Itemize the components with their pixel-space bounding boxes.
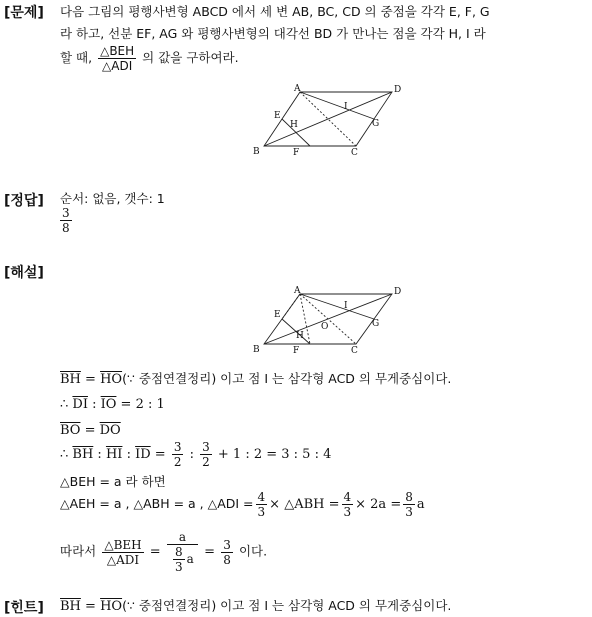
fig1-label-i: I	[344, 102, 348, 112]
eq-sign: =	[204, 544, 216, 560]
fig2-label-c: C	[351, 346, 358, 356]
frac-den: △ADI	[106, 552, 140, 567]
explanation-line-7-pre: 따라서	[60, 543, 97, 559]
explanation-line-7-post: 이다.	[238, 543, 268, 559]
explanation-line-7	[60, 530, 267, 574]
figure-1-parallelogram	[248, 82, 408, 158]
eq-sign: =	[80, 599, 101, 614]
fraction-8-3	[403, 490, 415, 519]
fig2-label-o: O	[321, 322, 329, 332]
explanation-line-5: △BEH = a 라 하면	[60, 474, 166, 489]
eq-sign: =	[80, 372, 101, 387]
segment-bh: $\overline{BH}$	[60, 372, 81, 387]
fraction-beh-adi	[102, 538, 143, 567]
problem-line-3-post: 의 값을 구하여라.	[142, 50, 239, 65]
segment-bo: $\overline{BO}$	[60, 423, 81, 438]
nested-a: a	[186, 552, 194, 566]
figure-2-parallelogram	[248, 284, 408, 356]
problem-line-3	[60, 44, 239, 73]
therefore-sign: ∴	[60, 397, 73, 412]
segment-di: $\overline{DI}$	[72, 397, 88, 412]
nested-fraction-8-3	[173, 545, 185, 574]
ratio-colon: :	[185, 447, 199, 462]
fig1-label-g: G	[372, 119, 380, 129]
fraction-3-2	[172, 440, 184, 469]
frac-num: △BEH	[104, 537, 142, 552]
frac-num: 3	[173, 440, 182, 454]
explanation-line-4-rest: + 1 : 2 = 3 : 5 : 4	[213, 447, 332, 462]
therefore-sign: ∴	[60, 447, 73, 462]
answer-fraction	[60, 206, 72, 235]
problem-label: [문제]	[4, 5, 44, 21]
segment-ho: $\overline{HO}$	[100, 372, 123, 387]
explanation-label: [해설]	[4, 265, 44, 281]
fraction-a-over-8-3a	[167, 530, 198, 574]
explanation-line-1-rest: (∵ 중점연결정리) 이고 점 I 는 삼각형 ACD 의 무게중심이다.	[122, 371, 452, 386]
answer-label: [정답]	[4, 193, 44, 209]
problem-fraction	[98, 44, 136, 73]
answer-fraction-den: 8	[62, 221, 70, 235]
segment-ho: $\overline{HO}$	[100, 599, 123, 614]
hint-label: [힌트]	[4, 600, 44, 616]
fig2-label-b: B	[253, 345, 260, 355]
fig2-label-d: D	[394, 287, 402, 297]
figure-2-diagonal-ac	[300, 294, 356, 344]
frac-num: 3	[223, 537, 231, 552]
segment-io: $\overline{IO}$	[100, 397, 117, 412]
explanation-line-6-a: △AEH = a , △ABH = a , △ADI =	[60, 496, 254, 511]
problem-fraction-den: △ADI	[102, 59, 133, 73]
frac-den: 3	[257, 505, 266, 519]
segment-id: $\overline{ID}$	[135, 447, 151, 462]
fig2-label-h: H	[296, 331, 304, 341]
fig1-label-c: C	[351, 148, 358, 158]
explanation-line-6-b: × △ABH =	[269, 497, 340, 512]
frac-num: 3	[202, 440, 210, 454]
fig1-label-b: B	[253, 147, 260, 157]
fig1-label-d: D	[394, 85, 402, 95]
eq-sign: =	[80, 423, 100, 438]
explanation-line-3	[60, 422, 121, 440]
explanation-line-6	[60, 490, 425, 519]
problem-line-3-pre: 할 때,	[60, 50, 93, 65]
fig2-label-a: A	[294, 286, 301, 296]
ratio-colon: :	[122, 447, 136, 462]
eq-sign: =	[149, 544, 161, 560]
frac-den: 3	[343, 505, 352, 519]
fig1-label-h: H	[290, 120, 298, 130]
fig2-label-e: E	[274, 310, 281, 320]
answer-line-1: 순서: 없음, 갯수: 1	[60, 191, 165, 206]
frac-den: 2	[202, 455, 210, 469]
segment-do: $\overline{DO}$	[99, 423, 121, 438]
explanation-line-1	[60, 370, 451, 389]
frac-den: 8	[223, 552, 231, 567]
frac-den: 3	[405, 505, 413, 519]
fig1-label-a: A	[294, 84, 301, 94]
answer-fraction-num: 3	[62, 206, 70, 220]
frac-num: 4	[257, 490, 266, 504]
fraction-3-8	[221, 538, 233, 567]
explanation-line-6-c: × 2a =	[355, 497, 402, 512]
frac-num: 8	[405, 490, 413, 504]
frac-den: 2	[173, 455, 182, 469]
fraction-4-3	[256, 490, 268, 519]
ratio-colon: :	[87, 397, 101, 412]
segment-bh: $\overline{BH}$	[60, 599, 81, 614]
fig2-label-f: F	[293, 346, 300, 356]
eq-sign: =	[150, 447, 170, 462]
problem-line-2: 라 하고, 선분 EF, AG 와 평행사변형의 대각선 BD 가 만나는 점을 각각 H, I 라	[60, 26, 486, 41]
segment-bh: $\overline{BH}$	[72, 447, 94, 462]
fig2-label-g: G	[372, 319, 380, 329]
fraction-3-2-b	[200, 440, 212, 469]
explanation-line-2	[60, 396, 165, 414]
frac-den	[167, 545, 198, 574]
explanation-line-4	[60, 440, 331, 469]
segment-hi: $\overline{HI}$	[105, 447, 123, 462]
answer-line-2	[58, 206, 74, 235]
frac-num: 4	[343, 490, 352, 504]
frac-num: 8	[175, 545, 183, 559]
ratio-colon: :	[93, 447, 106, 462]
fraction-4-3-b	[342, 490, 354, 519]
hint-line	[60, 597, 451, 616]
fig1-label-e: E	[274, 111, 281, 121]
frac-den: 3	[175, 560, 183, 574]
hint-rest: (∵ 중점연결정리) 이고 점 I 는 삼각형 ACD 의 무게중심이다.	[122, 598, 452, 613]
explanation-line-2-rest: = 2 : 1	[116, 397, 165, 412]
fig2-label-i: I	[344, 301, 348, 311]
problem-line-1: 다음 그림의 평행사변형 ABCD 에서 세 변 AB, BC, CD 의 중점을 각각 E, F, G	[60, 4, 490, 19]
explanation-line-6-d: a	[416, 497, 425, 512]
frac-num: a	[167, 530, 198, 545]
problem-fraction-num: △BEH	[100, 44, 135, 58]
fig1-label-f: F	[293, 148, 300, 158]
